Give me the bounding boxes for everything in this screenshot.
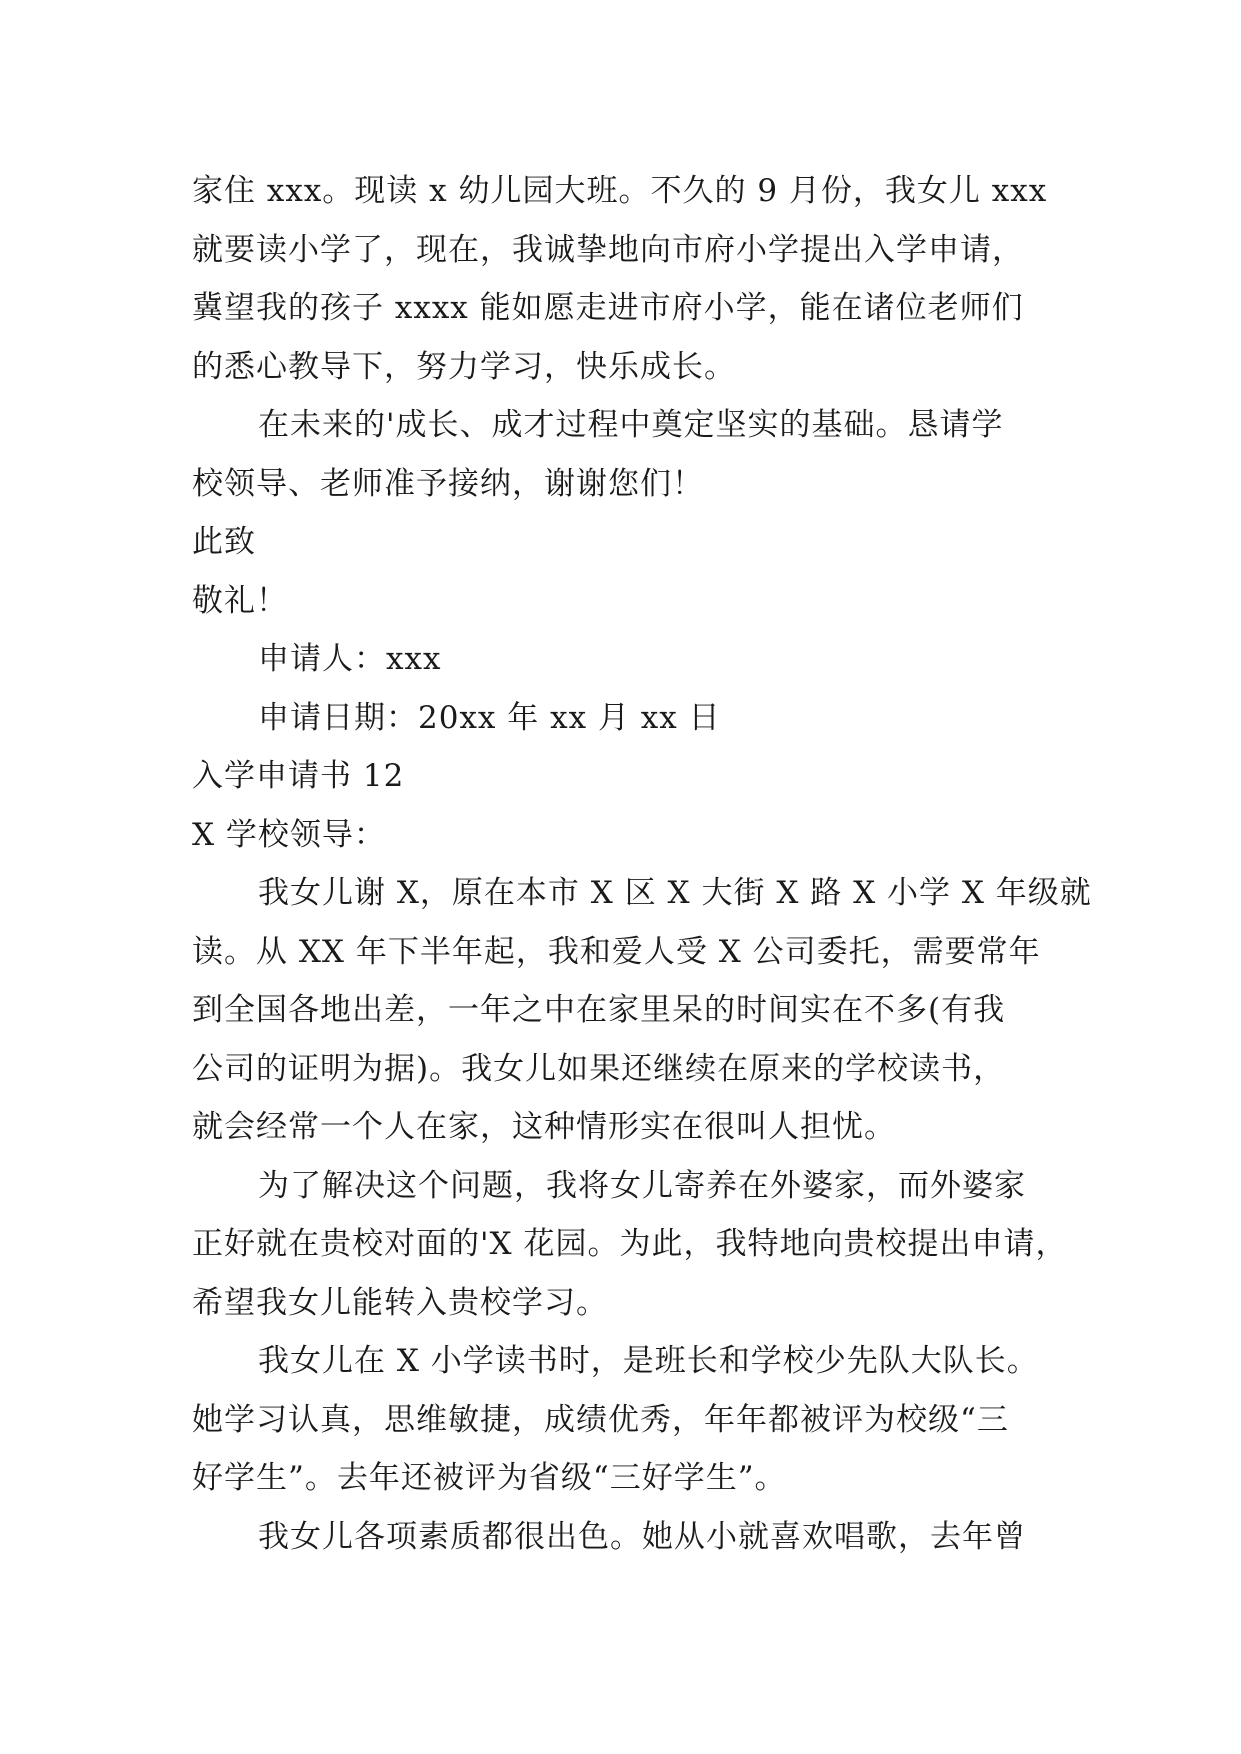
text-line: 此致 — [192, 524, 256, 560]
text-line: 敬礼！ — [192, 582, 288, 619]
text-line: 的悉心教导下，努力学习，快乐成长。 — [192, 348, 736, 385]
text-line: 正好就在贵校对面的'X 花园。为此，我特地向贵校提出申请， — [192, 1226, 1068, 1262]
text-line: 申请人：xxx — [258, 641, 442, 677]
text-line: 校领导、老师准予接纳，谢谢您们！ — [192, 465, 704, 502]
text-line: 申请日期：20xx 年 xx 月 xx 日 — [258, 699, 721, 736]
text-line: 读。从 XX 年下半年起，我和爱人受 X 公司委托，需要常年 — [192, 933, 1041, 970]
text-line: 在未来的'成长、成才过程中奠定坚实的基础。恳请学 — [258, 407, 1004, 443]
text-line: 我女儿在 X 小学读书时，是班长和学校少先队大队长。 — [258, 1343, 1039, 1379]
text-line: X 学校领导： — [192, 816, 386, 853]
text-line: 就会经常一个人在家，这种情形实在很叫人担忧。 — [192, 1109, 896, 1145]
text-line: 家住 xxx。现读 x 幼儿园大班。不久的 9 月份，我女儿 xxx — [192, 173, 1048, 209]
text-line: 公司的证明为据)。我女儿如果还继续在原来的学校读书， — [192, 1050, 1006, 1087]
text-line: 为了解决这个问题，我将女儿寄养在外婆家，而外婆家 — [258, 1167, 1026, 1204]
text-line: 希望我女儿能转入贵校学习。 — [192, 1284, 608, 1321]
text-line: 入学申请书 12 — [192, 758, 405, 794]
text-line: 好学生”。去年还被评为省级“三好学生”。 — [192, 1460, 787, 1496]
text-line: 我女儿各项素质都很出色。她从小就喜欢唱歌，去年曾 — [258, 1518, 1026, 1555]
document-body — [192, 162, 1092, 1566]
text-line: 就要读小学了，现在，我诚挚地向市府小学提出入学申请， — [192, 231, 1024, 268]
text-line: 到全国各地出差，一年之中在家里呆的时间实在不多(有我 — [192, 992, 1006, 1028]
text-line: 冀望我的孩子 xxxx 能如愿走进市府小学，能在诸位老师们 — [192, 290, 1024, 326]
text-line: 我女儿谢 X，原在本市 X 区 X 大街 X 路 X 小学 X 年级就 — [258, 875, 1092, 911]
text-line: 她学习认真，思维敏捷，成绩优秀，年年都被评为校级“三 — [192, 1401, 1009, 1438]
